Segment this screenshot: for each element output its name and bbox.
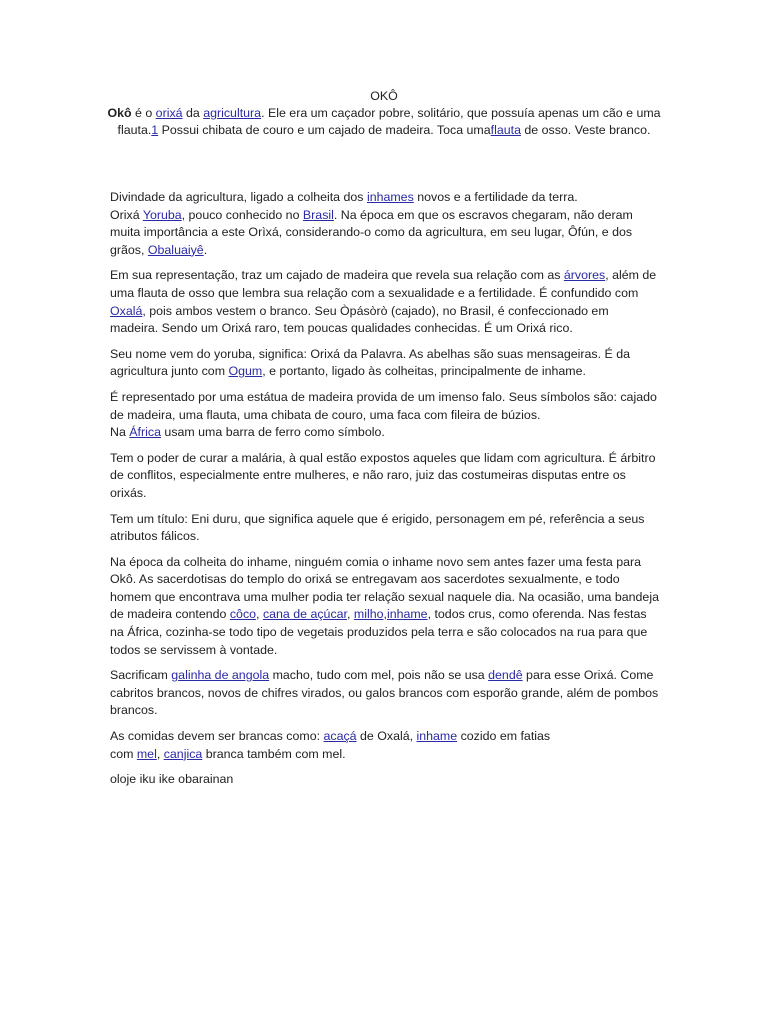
text: Possui chibata de couro e um cajado de madeira. Toca uma: [158, 123, 491, 137]
text: cozido em fatias: [457, 729, 551, 744]
text: ,: [346, 607, 354, 622]
paragraph-7: [110, 554, 660, 660]
link-obaluaiye[interactable]: Obaluaiyê: [147, 242, 204, 257]
link-arvores[interactable]: árvores: [563, 268, 606, 283]
link-galinha-de-angola[interactable]: galinha de angola: [171, 668, 270, 683]
page-title: OKÔ: [370, 89, 398, 103]
paragraph-1: [110, 189, 660, 259]
link-inhames[interactable]: inhames: [366, 190, 414, 204]
link-canjica[interactable]: canjica: [163, 746, 203, 761]
text: . Ele era um caçador pobre, solitário, que possuía apenas um cão e uma flauta.: [117, 106, 661, 137]
paragraph-8: [110, 667, 660, 720]
link-dende[interactable]: dendê: [488, 668, 523, 683]
text: Na época da colheita do inhame, ninguém comia o inhame novo sem antes fazer uma festa para Okô. As sacerdotisas do templo do orixá se entregavam aos sacerdotes sexualmente, e todo homem que encontrava uma mulher podia ter relação sexual naquele dia. Na ocasião, uma bandeja de madeira contendo: [110, 554, 659, 622]
link-cana-de-acucar[interactable]: cana de açúcar: [262, 607, 347, 622]
link-mel[interactable]: mel: [136, 746, 157, 761]
text: , além de uma flauta de osso que lembra sua relação com a sexualidade e a fertilidade. É confundido com: [110, 268, 657, 300]
text: ,: [383, 607, 387, 622]
link-inhame[interactable]: inhame: [416, 729, 458, 744]
text: Na: [110, 425, 130, 440]
link-flauta[interactable]: flauta: [490, 123, 521, 137]
link-orixa[interactable]: orixá: [155, 106, 183, 120]
text: da: [182, 106, 204, 120]
link-africa[interactable]: África: [129, 425, 161, 440]
text: branca também com mel.: [202, 746, 346, 761]
intro-paragraph: [106, 105, 662, 139]
text: , pois ambos vestem o branco. Seu Òpásòrò (cajado), no Brasil, é confeccionado em madeira. Sendo um Orixá raro, tem poucas qualidades conhecidas. É um Orixá rico.: [110, 303, 609, 336]
text: de Oxalá,: [356, 729, 417, 744]
text: , e portanto, ligado às colheitas, principalmente de inhame.: [262, 364, 586, 379]
text: macho, tudo com mel, pois não se usa: [269, 668, 489, 683]
text: para esse Orixá. Come cabritos brancos, novos de chifres virados, ou galos brancos com esporão grande, além de pombos brancos.: [110, 668, 659, 718]
text: Orixá: [110, 207, 143, 222]
text: Em sua representação, traz um cajado de madeira que revela sua relação com as: [110, 268, 564, 283]
footnote-ref-link[interactable]: 1: [151, 123, 159, 137]
paragraph-9: [110, 728, 660, 763]
paragraph-5: Tem o poder de curar a malária, à qual estão expostos aqueles que lidam com agricultura. É árbitro de conflitos, especialmente entre mulheres, e não raro, juiz das costumeiras disputas entre os orixás.: [110, 450, 656, 500]
text: , pouco conhecido no: [181, 207, 303, 222]
link-agricultura[interactable]: agricultura: [203, 106, 262, 120]
article-body: [110, 189, 660, 797]
text: é o: [131, 106, 156, 120]
paragraph-2: [110, 267, 660, 337]
paragraph-4: [110, 389, 660, 442]
text: ,: [156, 746, 164, 761]
link-brasil[interactable]: Brasil: [302, 207, 334, 222]
text: novos e a fertilidade da terra.: [413, 190, 578, 204]
text: Seu nome vem do yoruba, significa: Orixá da Palavra. As abelhas são suas mensageiras. É da agricultura junto com: [110, 346, 631, 379]
paragraph-3: [110, 346, 660, 381]
text: de osso. Veste branco.: [520, 123, 651, 137]
text: Sacrificam: [110, 668, 172, 683]
paragraph-6: Tem um título: Eni duru, que significa aquele que é erigido, personagem em pé, referência a seus atributos fálicos.: [110, 511, 645, 544]
text: ,: [256, 607, 263, 622]
link-yoruba[interactable]: Yoruba: [142, 207, 182, 222]
link-coco[interactable]: côco: [229, 607, 257, 622]
paragraph-10: oloje iku ike obarainan: [110, 772, 234, 787]
bold-name: Okô: [107, 106, 132, 120]
link-inhame[interactable]: inhame: [386, 607, 428, 622]
text: com: [110, 746, 137, 761]
text: usam uma barra de ferro como símbolo.: [160, 425, 385, 440]
link-milho[interactable]: milho: [353, 607, 384, 622]
text: .: [203, 242, 208, 257]
link-ogum[interactable]: Ogum: [228, 364, 263, 379]
text: . Na época em que os escravos chegaram, não deram muita importância a este Orìxá, considerando-o como da agricultura, em seu lugar, Ôfún, e dos grãos,: [110, 207, 633, 257]
link-oxala[interactable]: Oxalá: [110, 303, 143, 318]
text: É representado por uma estátua de madeira provida de um imenso falo. Seus símbolos são: cajado de madeira, uma flauta, uma chibata de couro, uma faca com fileira de búzios.: [110, 389, 657, 422]
text: , todos crus, como oferenda. Nas festas na África, cozinha-se todo tipo de vegetais produzidos pela terra e são colocados na rua para que todos se servissem à vontade.: [110, 607, 648, 657]
text: Divindade da agricultura, ligado a colheita dos: [110, 190, 367, 204]
text: As comidas devem ser brancas como:: [110, 729, 324, 744]
link-acaca[interactable]: acaçá: [323, 729, 357, 744]
